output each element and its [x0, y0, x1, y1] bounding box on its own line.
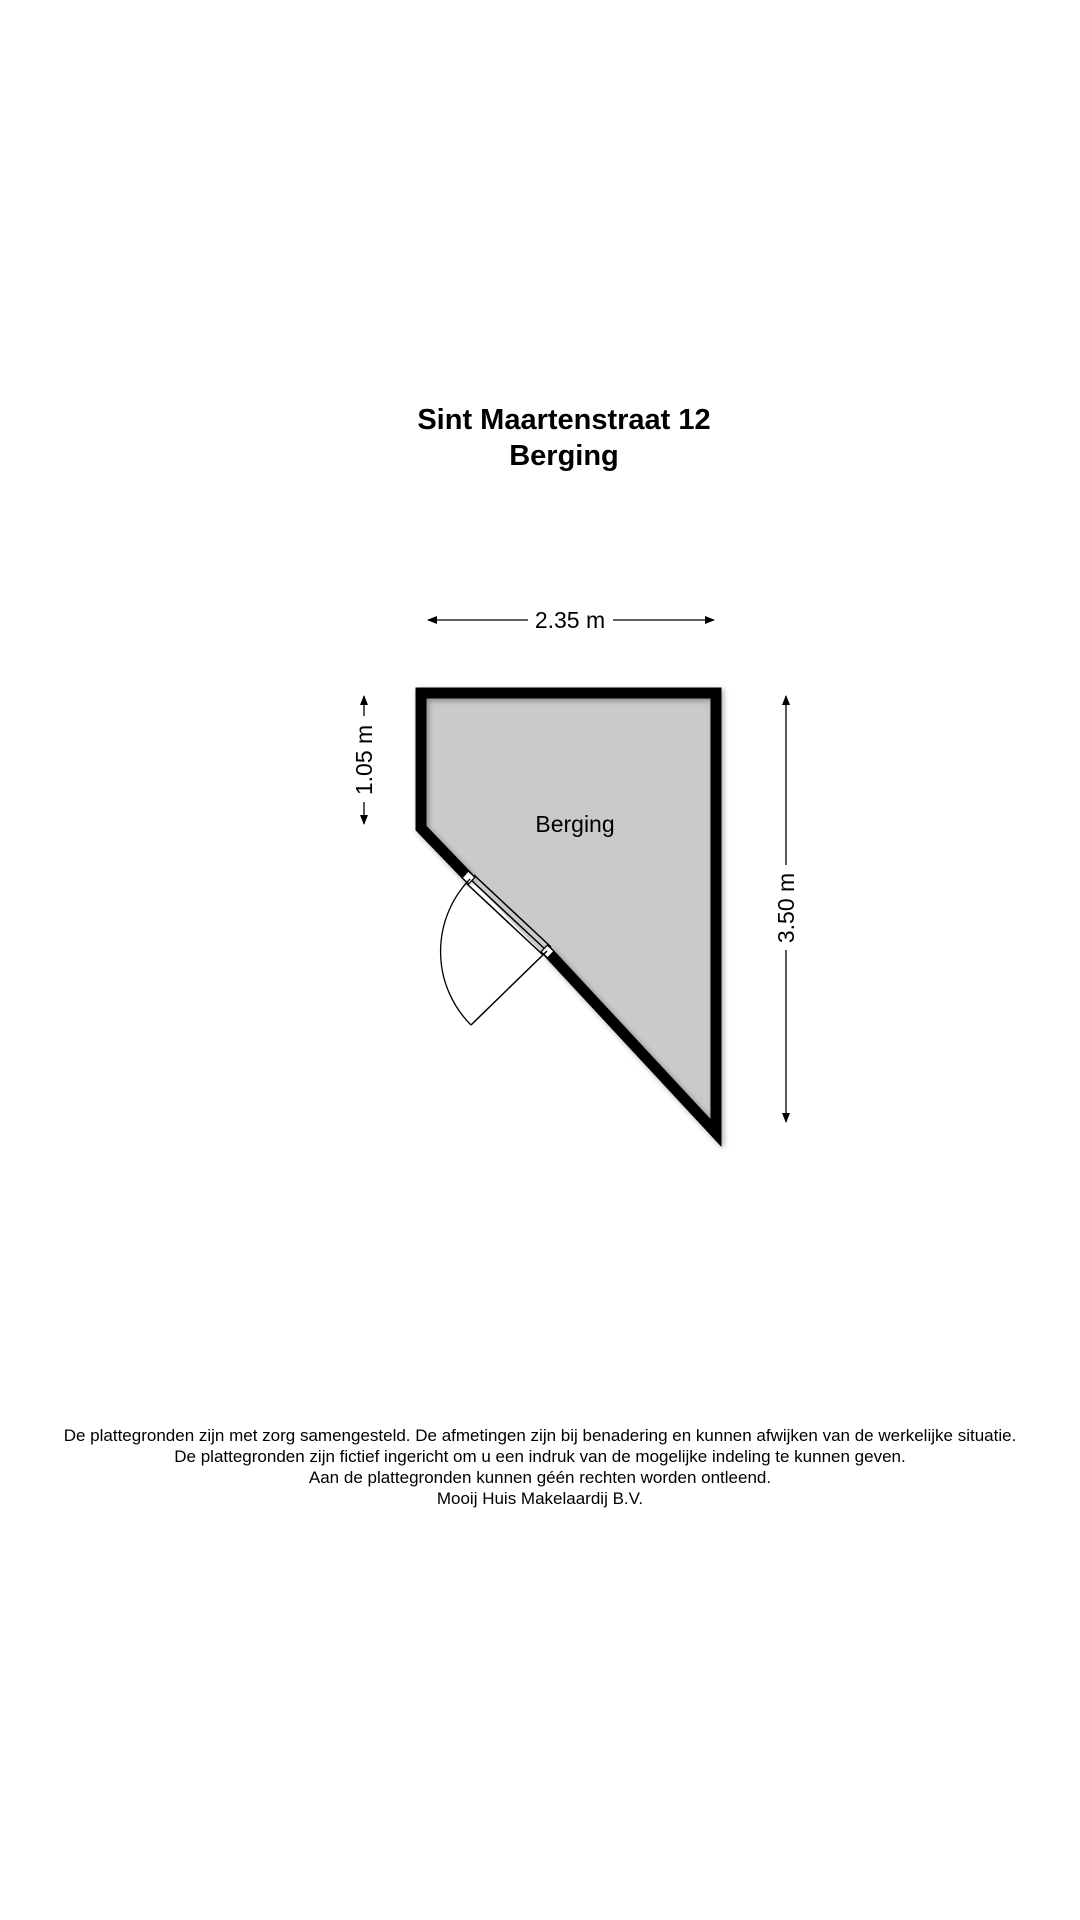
floor-title: Berging: [509, 440, 619, 472]
dimension-short-side-label: 1.05 m: [351, 724, 377, 796]
disclaimer-line: De plattegronden zijn met zorg samengesteld. De afmetingen zijn bij benadering en kunnen afwijken van de werkelijke situatie.: [63, 1426, 1017, 1445]
room-floor: [421, 693, 716, 1133]
disclaimer-line: De plattegronden zijn fictief ingericht om u een indruk van de mogelijke indeling te kunnen geven.: [174, 1447, 906, 1466]
dimension-depth-label: 3.50 m: [773, 872, 799, 944]
room-label: Berging: [535, 811, 615, 837]
door-leaf: [471, 951, 547, 1025]
dimension-short-side: [351, 696, 377, 824]
dimension-width-label: 2.35 m: [534, 607, 606, 633]
dimension-depth: [773, 696, 799, 1122]
dimension-width: [428, 607, 714, 633]
door-swing-arc: [441, 879, 471, 1025]
disclaimer: [0, 1425, 1080, 1509]
disclaimer-line: Aan de plattegronden kunnen géén rechten worden ontleend.: [308, 1468, 772, 1487]
address-title: Sint Maartenstraat 12: [417, 404, 711, 436]
agency-name: Mooij Huis Makelaardij B.V.: [436, 1489, 644, 1508]
